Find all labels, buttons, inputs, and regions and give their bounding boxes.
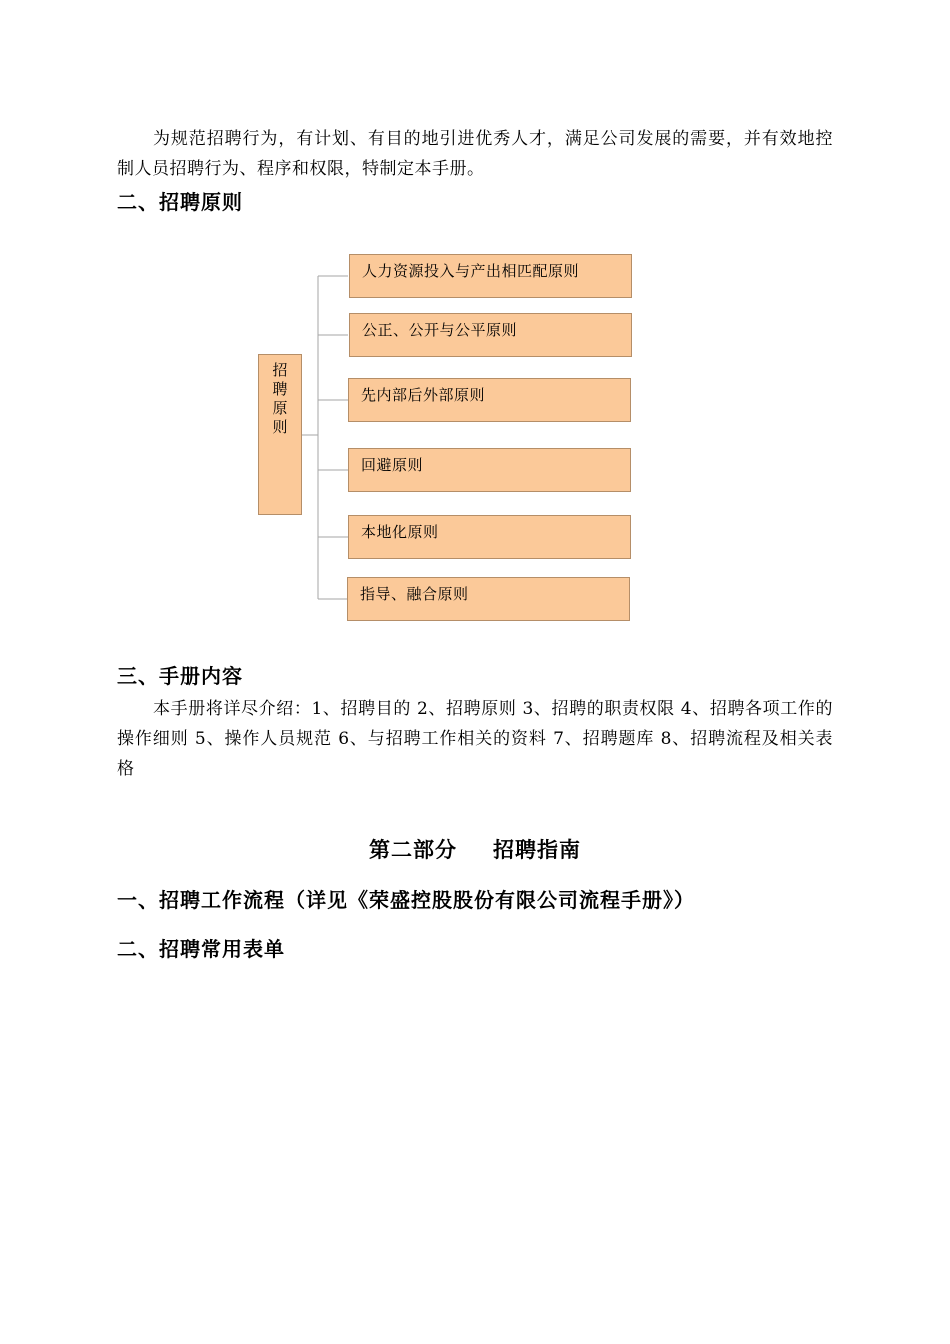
part-two-title — [0, 834, 950, 864]
contents-paragraph: 本手册将详尽介绍：1、招聘目的 2、招聘原则 3、招聘的职责权限 4、招聘各项工作的操作细则 5、操作人员规范 6、与招聘工作相关的资料 7、招聘题库 8、招聘流程及相关表格 — [117, 699, 833, 779]
section-heading-contents: 三、手册内容 — [117, 664, 243, 688]
diagram-root-box — [258, 354, 302, 515]
diagram-node-1: 人力资源投入与产出相匹配原则 — [349, 254, 632, 298]
part-two-item-workflow: 一、招聘工作流程（详见《荣盛控股股份有限公司流程手册》） — [117, 888, 695, 912]
intro-paragraph: 为规范招聘行为，有计划、有目的地引进优秀人才，满足公司发展的需要，并有效地控制人员招聘行为、程序和权限，特制定本手册。 — [117, 129, 833, 179]
part-two-name: 招聘指南 — [493, 838, 581, 862]
diagram-node-4: 回避原则 — [348, 448, 631, 492]
diagram-node-5: 本地化原则 — [348, 515, 631, 559]
part-two-label: 第二部分 — [369, 838, 457, 862]
diagram-node-6: 指导、融合原则 — [347, 577, 630, 621]
diagram-node-3: 先内部后外部原则 — [348, 378, 631, 422]
part-two-item-forms: 二、招聘常用表单 — [117, 937, 285, 961]
section-heading-principles: 二、招聘原则 — [117, 190, 243, 214]
diagram-node-2: 公正、公开与公平原则 — [349, 313, 632, 357]
diagram-root-label: 招聘原则 — [272, 361, 288, 436]
